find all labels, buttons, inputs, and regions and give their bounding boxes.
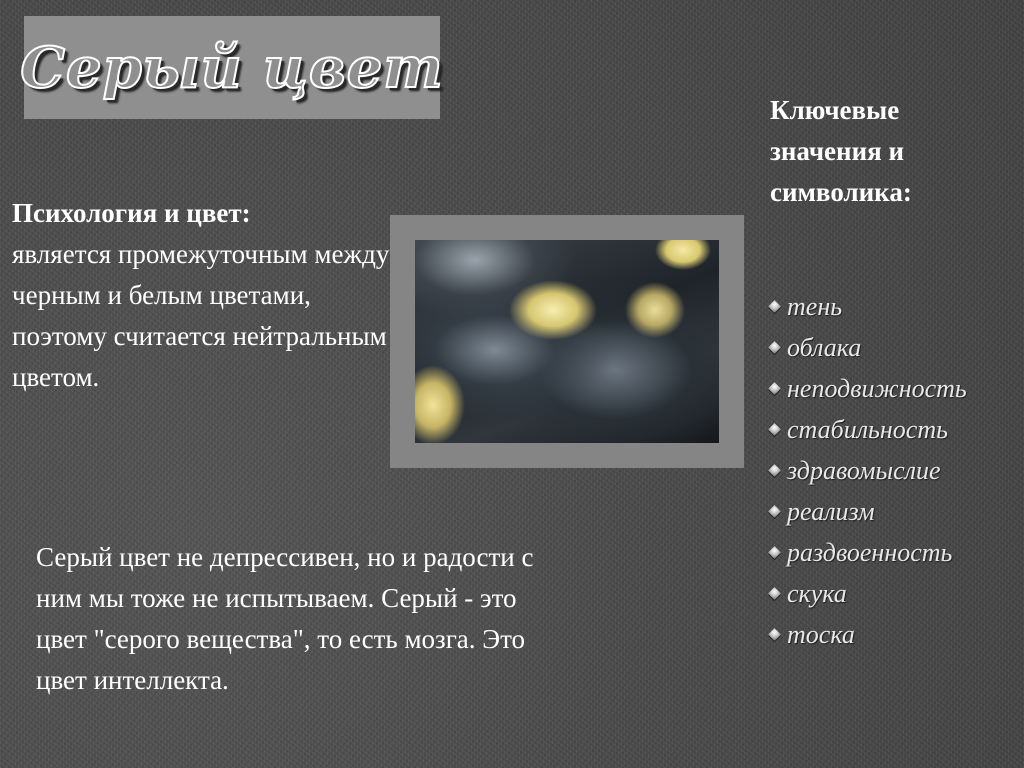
bullet-icon <box>768 546 781 559</box>
bullet-icon <box>768 587 781 600</box>
bullet-icon <box>768 464 781 477</box>
bullet-icon <box>768 505 781 518</box>
list-item <box>770 450 967 491</box>
title-banner <box>20 16 444 119</box>
list-item-text: тень <box>787 291 843 321</box>
list-item-text: неподвижность <box>787 373 967 403</box>
list-item <box>770 327 967 368</box>
key-meanings-list <box>770 286 967 655</box>
list-item-text: скука <box>787 578 847 608</box>
list-item <box>770 491 967 532</box>
list-item <box>770 573 967 614</box>
bullet-icon <box>768 423 781 436</box>
list-item-text: реализм <box>787 496 875 526</box>
photo-frame <box>390 215 744 468</box>
bullet-icon <box>768 382 781 395</box>
clouds-photo <box>415 240 719 443</box>
slide-title: Серый цвет <box>20 34 444 101</box>
psychology-text: является промежуточным между черным и белым цветами, поэтому считается нейтральным цветом. <box>12 239 390 392</box>
list-item-text: раздвоенность <box>787 537 953 567</box>
list-item-text: облака <box>787 332 862 362</box>
intellect-paragraph: Серый цвет не депрессивен, но и радости с ним мы тоже не испытываем. Серый - это цвет "серого вещества", то есть мозга. Это цвет интеллекта. <box>36 542 534 695</box>
bullet-icon <box>768 628 781 641</box>
list-item-text: здравомыслие <box>787 455 941 485</box>
psychology-block <box>12 193 392 398</box>
list-item-text: тоска <box>787 619 855 649</box>
key-meanings-heading: Ключевые значения и символика: <box>770 95 912 207</box>
list-item <box>770 532 967 573</box>
list-item <box>770 409 967 450</box>
list-item <box>770 368 967 409</box>
psychology-heading: Психология и цвет: <box>12 198 251 228</box>
bullet-icon <box>768 341 781 354</box>
list-item <box>770 614 967 655</box>
list-item <box>770 286 967 327</box>
list-item-text: стабильность <box>787 414 948 444</box>
bullet-icon <box>768 300 781 313</box>
